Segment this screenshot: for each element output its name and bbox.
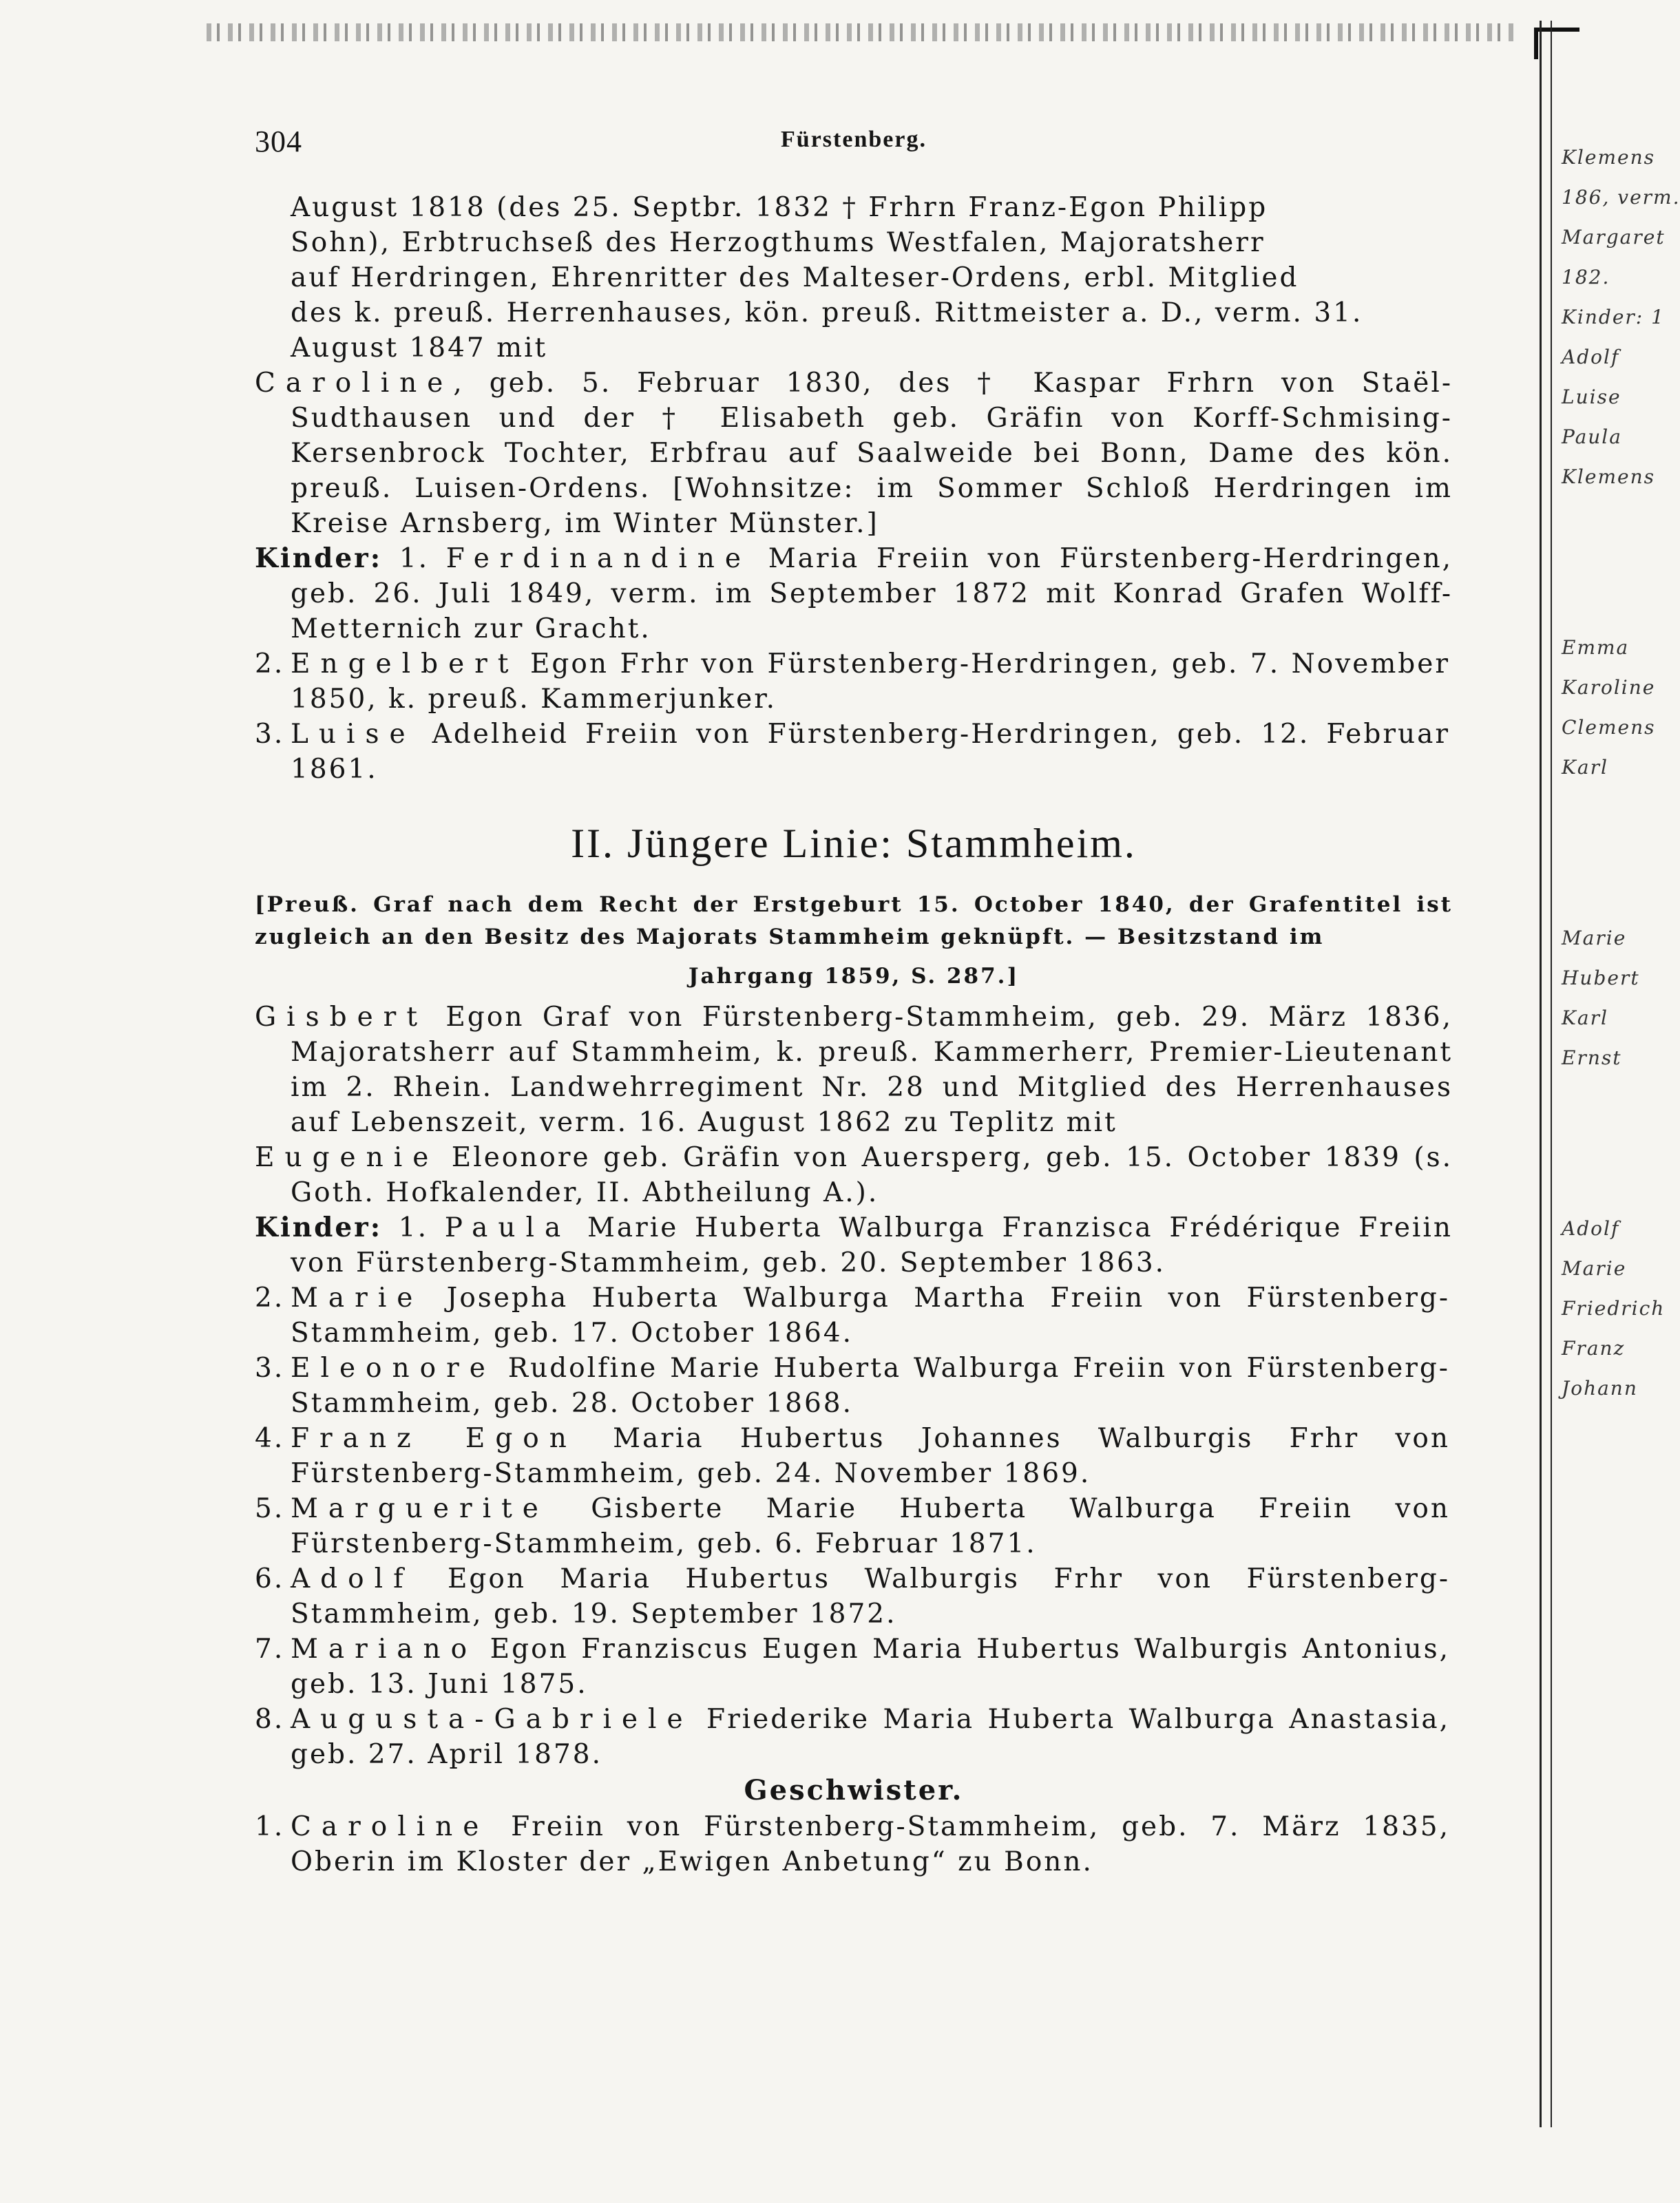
section-title: II. Jüngere Linie: Stammheim. <box>571 821 1137 866</box>
child-entry <box>255 1351 1453 1421</box>
section-note-end: Jahrgang 1859, S. 287.] <box>688 964 1020 989</box>
adjacent-text: Clemens <box>1562 716 1656 739</box>
gutter-line <box>1540 21 1542 2127</box>
child-number: 3. <box>255 719 285 750</box>
wife-text: Eleonore geb. Gräfin von Auersperg, geb. 15. October 1839 (s. Goth. Hofkalender, II. Abtheilung A.). <box>291 1142 1453 1208</box>
child-name: Eleonore <box>291 1353 496 1384</box>
child-name: Luise <box>291 719 416 750</box>
adjacent-text: Ernst <box>1562 1046 1622 1069</box>
adjacent-text: Klemens <box>1562 465 1655 488</box>
child-name: Augusta-Gabriele <box>291 1704 693 1735</box>
adjacent-gap <box>1562 1078 1652 1209</box>
adjacent-text: Karl <box>1562 1006 1608 1029</box>
intro-line: auf Herdringen, Ehrenritter des Malteser-Ordens, erbl. Mitglied <box>291 262 1299 293</box>
child-text: Maria Hubertus Johannes Walburgis Frhr von Fürstenberg-Stammheim, geb. 24. November 1869. <box>291 1423 1450 1489</box>
adjacent-text: Karoline <box>1562 676 1656 699</box>
wife-text: , geb. 5. Februar 1830, des † Kaspar Frhrn von Staël-Sudthausen und der † Elisabeth geb. Gräfin von Korff-Schmising-Kersenbrock Tochter, Erbfrau auf Saalweide bei Bonn, Dame des kön. preuß. Luisen-Ordens. [Wohnsitze: im Sommer Schloß Herdringen im Kreise Arnsberg, im Winter Münster.] <box>291 368 1453 539</box>
child-number: 2. <box>255 649 285 679</box>
sibling-text: Freiin von Fürstenberg-Stammheim, geb. 7. März 1835, Oberin im Kloster der „Ewigen Anbetung“ zu Bonn. <box>291 1811 1450 1877</box>
child-entry <box>255 717 1453 787</box>
child-text: Josepha Huberta Walburga Martha Freiin von Fürstenberg-Stammheim, geb. 17. October 1864. <box>291 1283 1450 1349</box>
intro-line: August 1818 (des 25. Septbr. 1832 † Frhrn Franz-Egon Philipp <box>291 192 1268 223</box>
intro-line: Sohn), Erbtruchseß des Herzogthums Westfalen, Majoratsherr <box>291 227 1266 258</box>
section-note: [Preuß. Graf nach dem Recht der Erstgeburt 15. October 1840, der Grafentitel ist zugleich an den Besitz des Majorats Stammheim geknüpft. — Besitzstand im <box>255 892 1453 949</box>
adjacent-gap <box>1562 497 1652 628</box>
child-text: Friederike Maria Huberta Walburga Anastasia, geb. 27. April 1878. <box>291 1704 1450 1770</box>
child-entry <box>255 646 1453 717</box>
child-number: 1. <box>398 1212 428 1243</box>
child-text: Egon Franziscus Eugen Maria Hubertus Walburgis Antonius, geb. 13. Juni 1875. <box>291 1634 1450 1700</box>
child-name: Ferdinandine <box>445 543 751 574</box>
wife-name: Caroline <box>255 368 454 399</box>
adjacent-text: Hubert <box>1562 967 1640 989</box>
adjacent-text: Marie <box>1562 927 1627 949</box>
head-name: Gisbert <box>255 1002 428 1033</box>
intro-line: August 1847 mit <box>291 333 548 363</box>
child-name: Engelbert <box>291 649 519 679</box>
sibling-name: Caroline <box>291 1811 490 1842</box>
child-number: 1. <box>399 543 430 574</box>
children-entry <box>255 541 1453 646</box>
adjacent-text: Franz <box>1562 1337 1626 1360</box>
children-label: Kinder: <box>255 1212 383 1243</box>
scan-edge-noise <box>207 23 1515 41</box>
children-label: Kinder: <box>255 542 383 574</box>
adjacent-text: 182. <box>1562 266 1610 288</box>
child-entry <box>255 1280 1453 1351</box>
child-text: Rudolfine Marie Huberta Walburga Freiin von Fürstenberg-Stammheim, geb. 28. October 1868. <box>291 1353 1450 1419</box>
adjacent-text: Friedrich <box>1562 1297 1666 1320</box>
book-page <box>255 124 1453 2079</box>
adjacent-text: Adolf <box>1562 1217 1620 1240</box>
head-text: Egon Graf von Fürstenberg-Stammheim, geb. 29. März 1836, Majoratsherr auf Stammheim, k. preuß. Kammerherr, Premier-Lieutenant im 2. Rhein. Landwehrregiment Nr. 28 und Mitglied des Herrenhauses auf Lebenszeit, verm. 16. August 1862 zu Teplitz mit <box>291 1002 1453 1138</box>
wife-entry <box>255 366 1453 541</box>
child-number: 7. <box>255 1634 285 1665</box>
adjacent-text: Margaret <box>1562 226 1666 249</box>
child-name: Adolf <box>291 1563 414 1594</box>
child-number: 8. <box>255 1704 285 1735</box>
adjacent-gap <box>1562 788 1652 918</box>
page-number: 304 <box>255 125 302 158</box>
wife-name: Eugenie <box>255 1142 439 1173</box>
child-name: Franz Egon <box>291 1423 577 1454</box>
gutter-line <box>1551 21 1552 2127</box>
sibling-number: 1. <box>255 1811 285 1842</box>
child-text: Egon Maria Hubertus Walburgis Frhr von Fürstenberg-Stammheim, geb. 19. September 1872. <box>291 1563 1450 1630</box>
child-number: 4. <box>255 1423 285 1454</box>
adjacent-text: 186, verm. <box>1562 186 1680 209</box>
running-head <box>255 124 1453 190</box>
siblings-heading: Geschwister. <box>744 1774 964 1806</box>
child-name: Marie <box>291 1283 423 1314</box>
child-text: Maria Freiin von Fürstenberg-Herdringen, geb. 26. Juli 1849, verm. im September 1872 mit Konrad Grafen Wolff-Metternich zur Gracht. <box>291 543 1453 644</box>
wife-entry <box>255 1140 1453 1210</box>
child-name: Mariano <box>291 1634 478 1665</box>
running-title: Fürstenberg. <box>781 127 927 152</box>
child-number: 6. <box>255 1563 285 1594</box>
child-number: 3. <box>255 1353 285 1384</box>
child-text: Gisberte Marie Huberta Walburga Freiin von Fürstenberg-Stammheim, geb. 6. Februar 1871. <box>291 1493 1450 1559</box>
intro-block <box>255 190 1453 787</box>
child-name: Marguerite <box>291 1493 549 1524</box>
child-entry <box>255 1702 1453 1772</box>
child-entry <box>255 1632 1453 1702</box>
adjacent-text: Klemens <box>1562 146 1655 169</box>
child-entry <box>255 1491 1453 1561</box>
head-entry <box>255 1000 1453 1140</box>
adjacent-text: Johann <box>1562 1377 1638 1400</box>
child-number: 2. <box>255 1283 285 1314</box>
adjacent-text: Emma <box>1562 636 1630 659</box>
child-number: 5. <box>255 1493 285 1524</box>
child-name: Paula <box>444 1212 571 1243</box>
child-text: Egon Frhr von Fürstenberg-Herdringen, geb. 7. November 1850, k. preuß. Kammerjunker. <box>291 649 1450 715</box>
sibling-entry <box>255 1809 1453 1879</box>
intro-line: des k. preuß. Herrenhauses, kön. preuß. Rittmeister a. D., verm. 31. <box>291 297 1363 328</box>
adjacent-text: Kinder: 1 <box>1562 306 1665 328</box>
adjacent-page-fragment <box>1562 138 1680 2100</box>
adjacent-text: Karl <box>1562 756 1608 779</box>
child-text: Marie Huberta Walburga Franzisca Frédérique Freiin von Fürstenberg-Stammheim, geb. 20. September 1863. <box>291 1212 1453 1278</box>
adjacent-text: Paula <box>1562 425 1622 448</box>
children-entry <box>255 1210 1453 1280</box>
child-entry <box>255 1421 1453 1491</box>
adjacent-text: Luise <box>1562 386 1621 408</box>
child-entry <box>255 1561 1453 1632</box>
child-text: Adelheid Freiin von Fürstenberg-Herdringen, geb. 12. Februar 1861. <box>291 719 1450 785</box>
adjacent-text: Marie <box>1562 1257 1627 1280</box>
adjacent-text: Adolf <box>1562 346 1620 368</box>
